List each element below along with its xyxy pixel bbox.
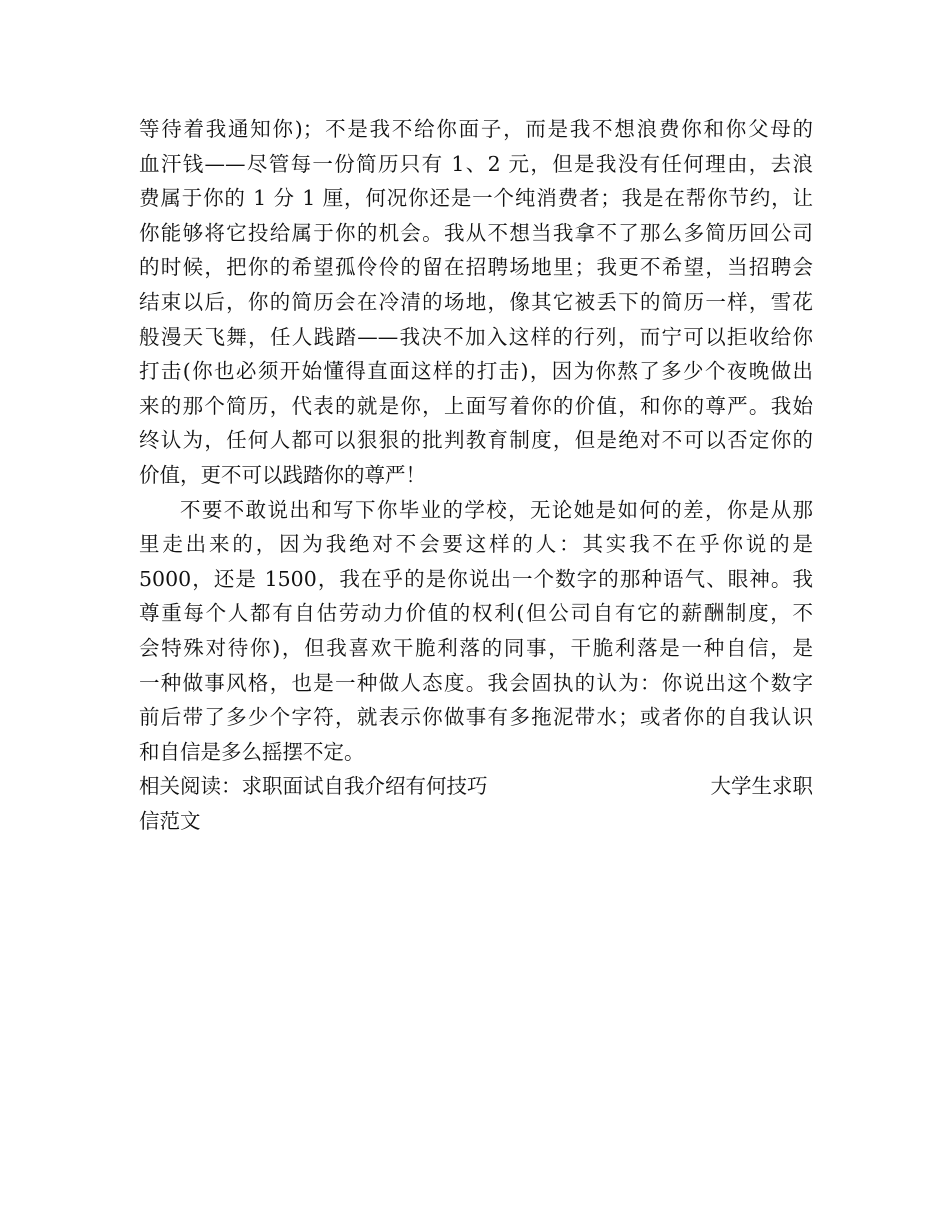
paragraph-1 (139, 112, 813, 493)
text-line: 不要不敢说出和写下你毕业的学校，无论她是如何的差，你是从那 (180, 497, 813, 522)
related-article-link-continuation[interactable]: 信范文 (139, 808, 201, 833)
paragraph-2 (139, 493, 813, 770)
text-line: 来的那个简历，代表的就是你，上面写着你的价值，和你的尊严。我始 (139, 393, 813, 418)
text-line: 尊重每个人都有自估劳动力价值的权利(但公司自有它的薪酬制度，不 (139, 601, 813, 626)
text-line: 打击(你也必须开始懂得直面这样的打击)，因为你熬了多少个夜晚做出 (139, 359, 813, 384)
related-article-link[interactable]: 大学生求职 (710, 774, 813, 799)
text-line: 你能够将它投给属于你的机会。我从不想当我拿不了那么多简历回公司 (139, 220, 813, 245)
text-line: 一种做事风格，也是一种做人态度。我会固执的认为：你说出这个数字 (139, 670, 813, 695)
text-line: 会特殊对待你)，但我喜欢干脆利落的同事，干脆利落是一种自信，是 (139, 635, 813, 660)
text-line: 里走出来的，因为我绝对不会要这样的人：其实我不在乎你说的是 (139, 532, 813, 557)
text-line: 价值，更不可以践踏你的尊严！ (139, 462, 426, 487)
text-line: 和自信是多么摇摆不定。 (139, 739, 365, 764)
related-reading (139, 769, 813, 838)
text-line: 费属于你的 1 分 1 厘，何况你还是一个纯消费者；我是在帮你节约，让 (139, 186, 813, 211)
text-line: 5000，还是 1500，我在乎的是你说出一个数字的那种语气、眼神。我 (139, 566, 813, 591)
related-reading-row (139, 769, 813, 804)
text-line: 等待着我通知你)；不是我不给你面子，而是我不想浪费你和你父母的 (139, 117, 813, 141)
document-page (139, 112, 813, 838)
text-line: 血汗钱——尽管每一份简历只有 1、2 元，但是我没有任何理由，去浪 (139, 151, 813, 176)
text-line: 般漫天飞舞，任人践踏——我决不加入这样的行列，而宁可以拒收给你 (139, 324, 813, 349)
text-line: 前后带了多少个字符，就表示你做事有多拖泥带水；或者你的自我认识 (139, 705, 813, 730)
text-line: 结束以后，你的简历会在冷清的场地，像其它被丢下的简历一样，雪花 (139, 289, 813, 314)
text-line: 终认为，任何人都可以狠狠的批判教育制度，但是绝对不可以否定你的 (139, 428, 813, 453)
related-reading-label: 相关阅读：求职面试自我介绍有何技巧 (139, 774, 488, 799)
text-line: 的时候，把你的希望孤伶伶的留在招聘场地里；我更不希望，当招聘会 (139, 255, 813, 280)
